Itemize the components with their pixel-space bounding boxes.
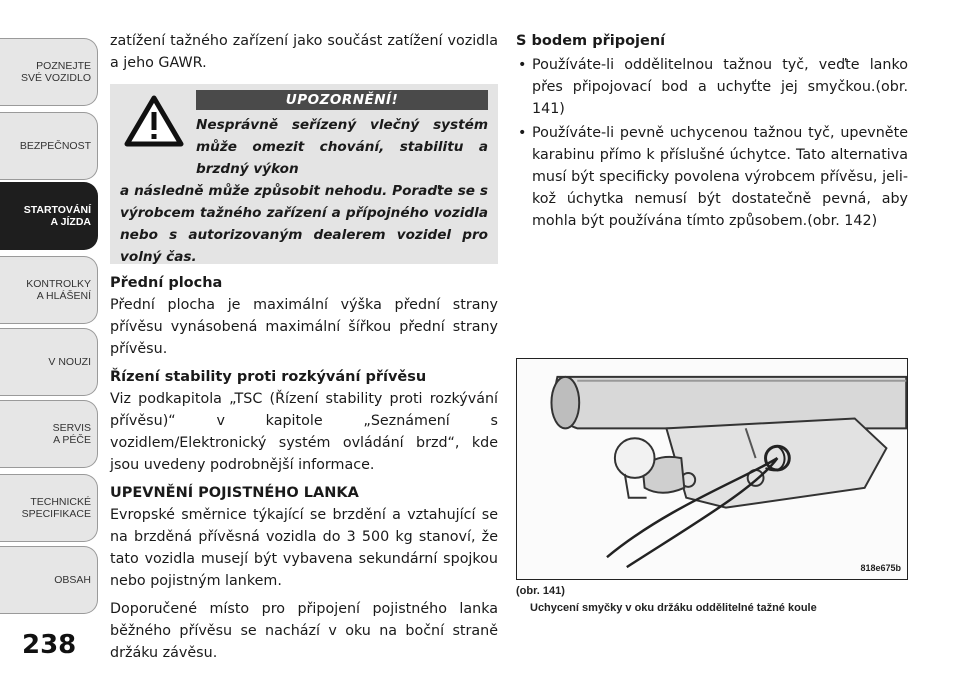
paragraph-upevneni-lanka-2: Doporučené místo pro připojení pojistného lanka běžného přívěsu se nachází v oku na boční straně držáku závěsu. <box>110 601 498 661</box>
tab-startovani-a-jizda[interactable] <box>0 182 98 250</box>
tab-label: V NOUZI <box>48 356 91 368</box>
figure-code: 818e675b <box>860 563 901 573</box>
figure-label: (obr. 141) <box>516 585 565 597</box>
tab-label: TECHNICKÉ SPECIFIKACE <box>21 496 91 520</box>
heading-s-bodem-pripojeni: S bodem připojení <box>516 33 666 49</box>
bullet-list <box>516 54 908 232</box>
paragraph-rizeni-stability: Viz podkapitola „TSC (Řízení stability proti rozkývání přívěsu)“ v kapitole „Seznámení s vozidlem/Elektronický systém ovládání brzd“, kde jsou uvedeny podrobnější informace. <box>110 391 498 473</box>
warning-text-first: Nesprávně seřízený vlečný systém může omezit chování, stabilitu a brzdný výkon <box>196 117 488 177</box>
tab-technicke-specifikace[interactable] <box>0 474 98 542</box>
figure-tow-hitch-illustration <box>516 358 908 580</box>
tab-label: SERVIS A PÉČE <box>52 422 91 446</box>
warning-box <box>110 84 498 264</box>
list-item: • Používáte-li oddělitelnou tažnou tyč, veďte lanko přes připojovací bod a uchyťte jej smyčkou.(obr. 141) <box>516 54 908 120</box>
left-column <box>110 30 498 670</box>
heading-predni-plocha: Přední plocha <box>110 275 223 291</box>
tab-label: BEZPEČNOST <box>19 140 91 152</box>
paragraph-predni-plocha: Přední plocha je maximální výška přední strany přívěsu vynásobená maximální šířkou přední strany přívěsu. <box>110 297 498 357</box>
tab-bezpecnost[interactable] <box>0 112 98 180</box>
figure-caption: Uchycení smyčky v oku držáku oddělitelné tažné koule <box>530 602 817 614</box>
tab-v-nouzi[interactable] <box>0 328 98 396</box>
right-column <box>516 30 908 234</box>
intro-paragraph: zatížení tažného zařízení jako součást zatížení vozidla a jeho GAWR. <box>110 33 498 71</box>
tab-label: STARTOVÁNÍ A JÍZDA <box>23 204 91 228</box>
paragraph-upevneni-lanka-1: Evropské směrnice týkající se brzdění a vztahující se na brzděná přívěsná vozidla do 3 500 kg stanoví, že tato vozidla musejí být vybavena sekundární spojkou nebo pojistným lankem. <box>110 507 498 589</box>
heading-rizeni-stability: Řízení stability proti rozkývání přívěsu <box>110 369 427 385</box>
tab-poznejte-sve-vozidlo[interactable] <box>0 38 98 106</box>
warning-text-rest: a následně může způsobit nehodu. Poraďte se s výrobcem tažného zařízení a přípojného vozidla nebo s autorizovaným dealerem vozidel pro volný čas. <box>120 183 488 265</box>
tab-label: OBSAH <box>54 574 91 586</box>
page-number: 238 <box>22 630 77 660</box>
tab-kontrolky-a-hlaseni[interactable] <box>0 256 98 324</box>
tab-servis-a-pece[interactable] <box>0 400 98 468</box>
chapter-tabs <box>0 0 100 678</box>
warning-title: UPOZORNĚNÍ! <box>196 90 488 110</box>
tab-obsah[interactable] <box>0 546 98 614</box>
tow-hitch-drawing <box>517 359 907 579</box>
list-item: • Používáte-li pevně uchycenou tažnou tyč, upevněte karabinu přímo k příslušné úchytce. Tato alternativa musí být specificky povolena výrobcem přívěsu, jeli-kož úchytka nemusí být dostatečně pevná, aby mohla být používána tímto způsobem.(obr. 142) <box>516 122 908 232</box>
warning-triangle-icon <box>124 94 184 148</box>
tab-label: POZNEJTE SVÉ VOZIDLO <box>20 60 91 84</box>
heading-upevneni-lanka: UPEVNĚNÍ POJISTNÉHO LANKA <box>110 485 359 501</box>
tab-label: KONTROLKY A HLÁŠENÍ <box>26 278 91 302</box>
